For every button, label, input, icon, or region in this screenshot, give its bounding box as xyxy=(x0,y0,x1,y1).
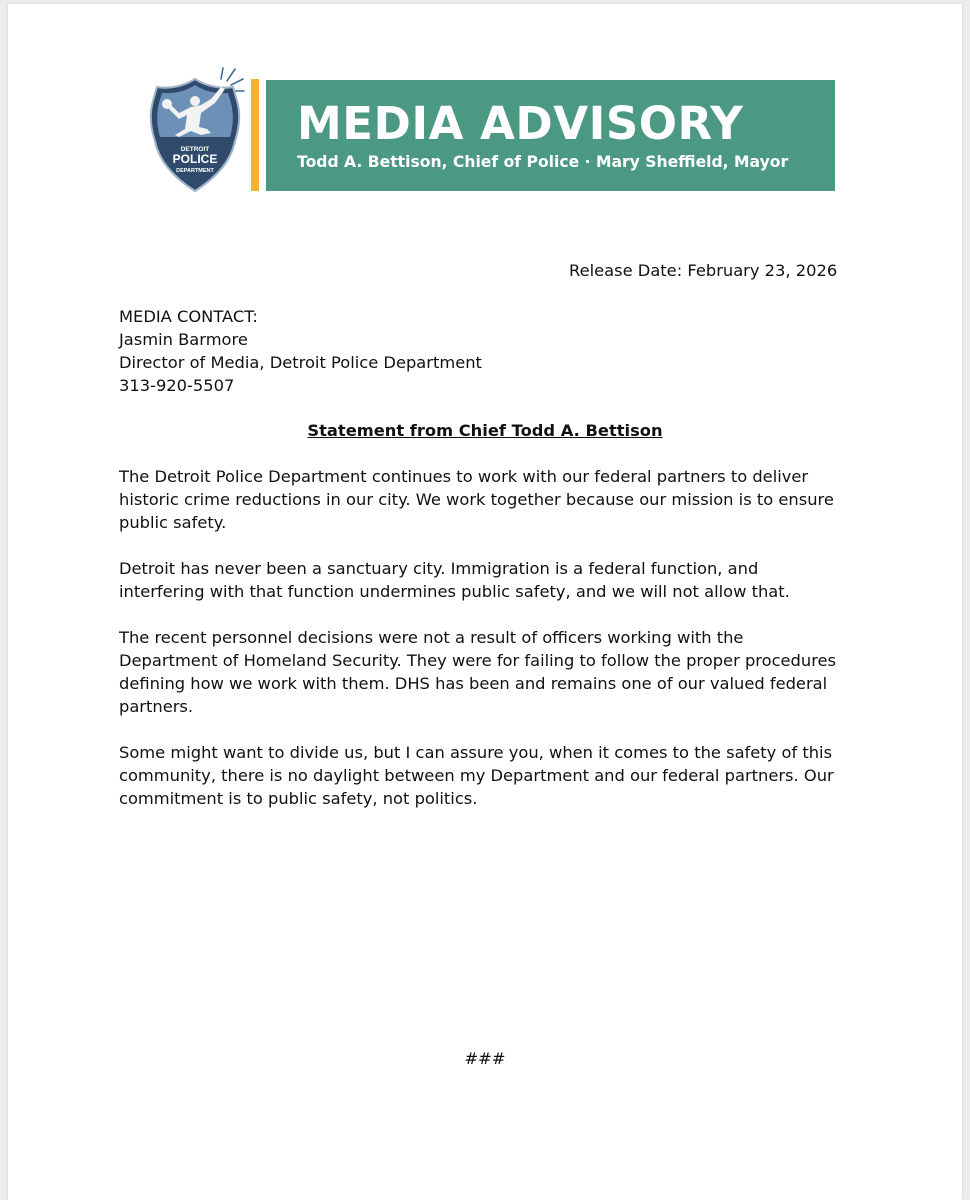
header-accent-bar xyxy=(251,79,259,191)
release-date: Release Date: February 23, 2026 xyxy=(569,261,838,280)
media-advisory-banner xyxy=(266,80,835,191)
paragraph xyxy=(119,626,859,718)
end-of-release-mark: ### xyxy=(464,1049,506,1068)
paragraph-line: The Detroit Police Department continues to work with our federal partners to deliver xyxy=(119,467,809,486)
logo-text-department: DEPARTMENT xyxy=(176,168,214,174)
document-page xyxy=(8,4,962,1200)
contact-label: MEDIA CONTACT: xyxy=(119,307,258,326)
paragraph-line: The recent personnel decisions were not a result of officers working with the xyxy=(119,628,744,647)
banner-title: MEDIA ADVISORY xyxy=(297,97,744,150)
contact-name: Jasmin Barmore xyxy=(119,330,248,349)
logo-text-police: POLICE xyxy=(172,152,218,166)
detroit-police-badge-logo xyxy=(145,67,245,195)
paragraph-line: commitment is to public safety, not politics. xyxy=(119,789,478,808)
paragraph-line: community, there is no daylight between my Department and our federal partners. Our xyxy=(119,766,834,785)
statement-heading: Statement from Chief Todd A. Bettison xyxy=(307,421,663,440)
paragraph-line: Some might want to divide us, but I can assure you, when it comes to the safety of this xyxy=(119,743,833,762)
paragraph-line: historic crime reductions in our city. We work together because our mission is to ensure xyxy=(119,490,834,509)
logo-text-detroit: DETROIT xyxy=(180,146,210,153)
statement-body xyxy=(119,465,859,833)
contact-role: Director of Media, Detroit Police Department xyxy=(119,353,482,372)
paragraph-line: Detroit has never been a sanctuary city. Immigration is a federal function, and xyxy=(119,559,759,578)
paragraph-line: partners. xyxy=(119,697,194,716)
paragraph xyxy=(119,557,859,603)
paragraph-line: defining how we work with them. DHS has been and remains one of our valued federal xyxy=(119,674,828,693)
media-contact-block xyxy=(119,305,482,397)
paragraph xyxy=(119,741,859,810)
banner-subtitle: Todd A. Bettison, Chief of Police · Mary Sheffield, Mayor xyxy=(297,153,789,171)
paragraph-line: Department of Homeland Security. They were for failing to follow the proper procedures xyxy=(119,651,837,670)
paragraph-line: interfering with that function undermines public safety, and we will not allow that. xyxy=(119,582,790,601)
paragraph-line: public safety. xyxy=(119,513,227,532)
paragraph xyxy=(119,465,859,534)
contact-phone: 313-920-5507 xyxy=(119,376,235,395)
